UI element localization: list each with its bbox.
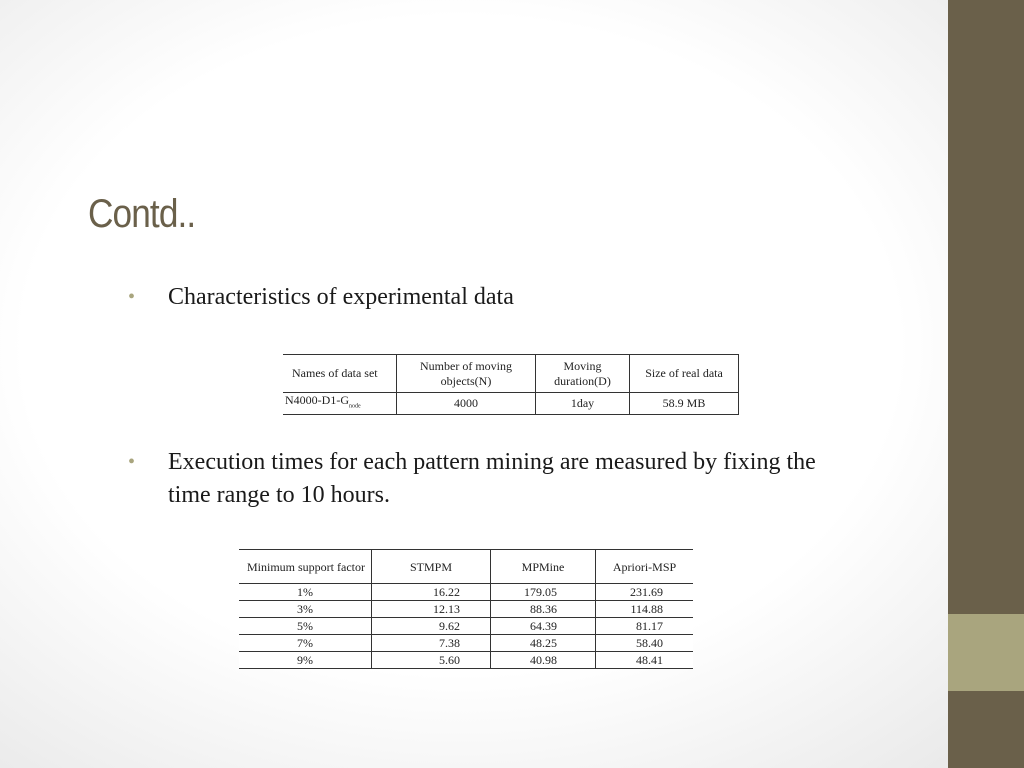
apriori-cell: 231.69 [596,584,694,601]
slide-title: Contd.. [88,192,196,236]
sidebar-accent-block [948,614,1024,691]
objects-cell: 4000 [397,393,536,415]
bullet-dot-icon: • [128,451,136,473]
factor-cell: 9% [239,652,372,669]
factor-cell: 3% [239,601,372,618]
dataset-name: N4000-D1-G [285,393,349,407]
mpmine-cell: 48.25 [491,635,596,652]
bullet-text: Characteristics of experimental data [168,284,514,310]
duration-cell: 1day [536,393,630,415]
table-header-row [283,355,739,393]
table-row [239,618,693,635]
table-row [239,652,693,669]
table-header-row [239,550,693,584]
apriori-cell: 58.40 [596,635,694,652]
header-cell: Moving duration(D) [536,355,630,393]
mpmine-cell: 179.05 [491,584,596,601]
execution-times-table [239,549,693,669]
header-cell: STMPM [372,550,491,584]
stmpm-cell: 9.62 [372,618,491,635]
stmpm-cell: 5.60 [372,652,491,669]
mpmine-cell: 40.98 [491,652,596,669]
apriori-cell: 81.17 [596,618,694,635]
table-row [239,601,693,618]
stmpm-cell: 16.22 [372,584,491,601]
bullet-dot-icon: • [128,286,136,308]
size-cell: 58.9 MB [630,393,739,415]
stmpm-cell: 12.13 [372,601,491,618]
header-cell: Number of moving objects(N) [397,355,536,393]
mpmine-cell: 64.39 [491,618,596,635]
stmpm-cell: 7.38 [372,635,491,652]
apriori-cell: 48.41 [596,652,694,669]
mpmine-cell: 88.36 [491,601,596,618]
dataset-characteristics-table [283,354,739,415]
header-cell: MPMine [491,550,596,584]
table-row [239,584,693,601]
dataset-name-cell [283,393,397,415]
factor-cell: 7% [239,635,372,652]
apriori-cell: 114.88 [596,601,694,618]
header-cell: Size of real data [630,355,739,393]
factor-cell: 1% [239,584,372,601]
header-cell: Apriori-MSP [596,550,694,584]
factor-cell: 5% [239,618,372,635]
table-row [283,393,739,415]
dataset-name-subscript: node [349,403,361,410]
bullet-text: Execution times for each pattern mining are measured by fixing the time range to 10 hours. [168,449,816,508]
table-row [239,635,693,652]
header-cell: Names of data set [283,355,397,393]
header-cell: Minimum support factor [239,550,372,584]
